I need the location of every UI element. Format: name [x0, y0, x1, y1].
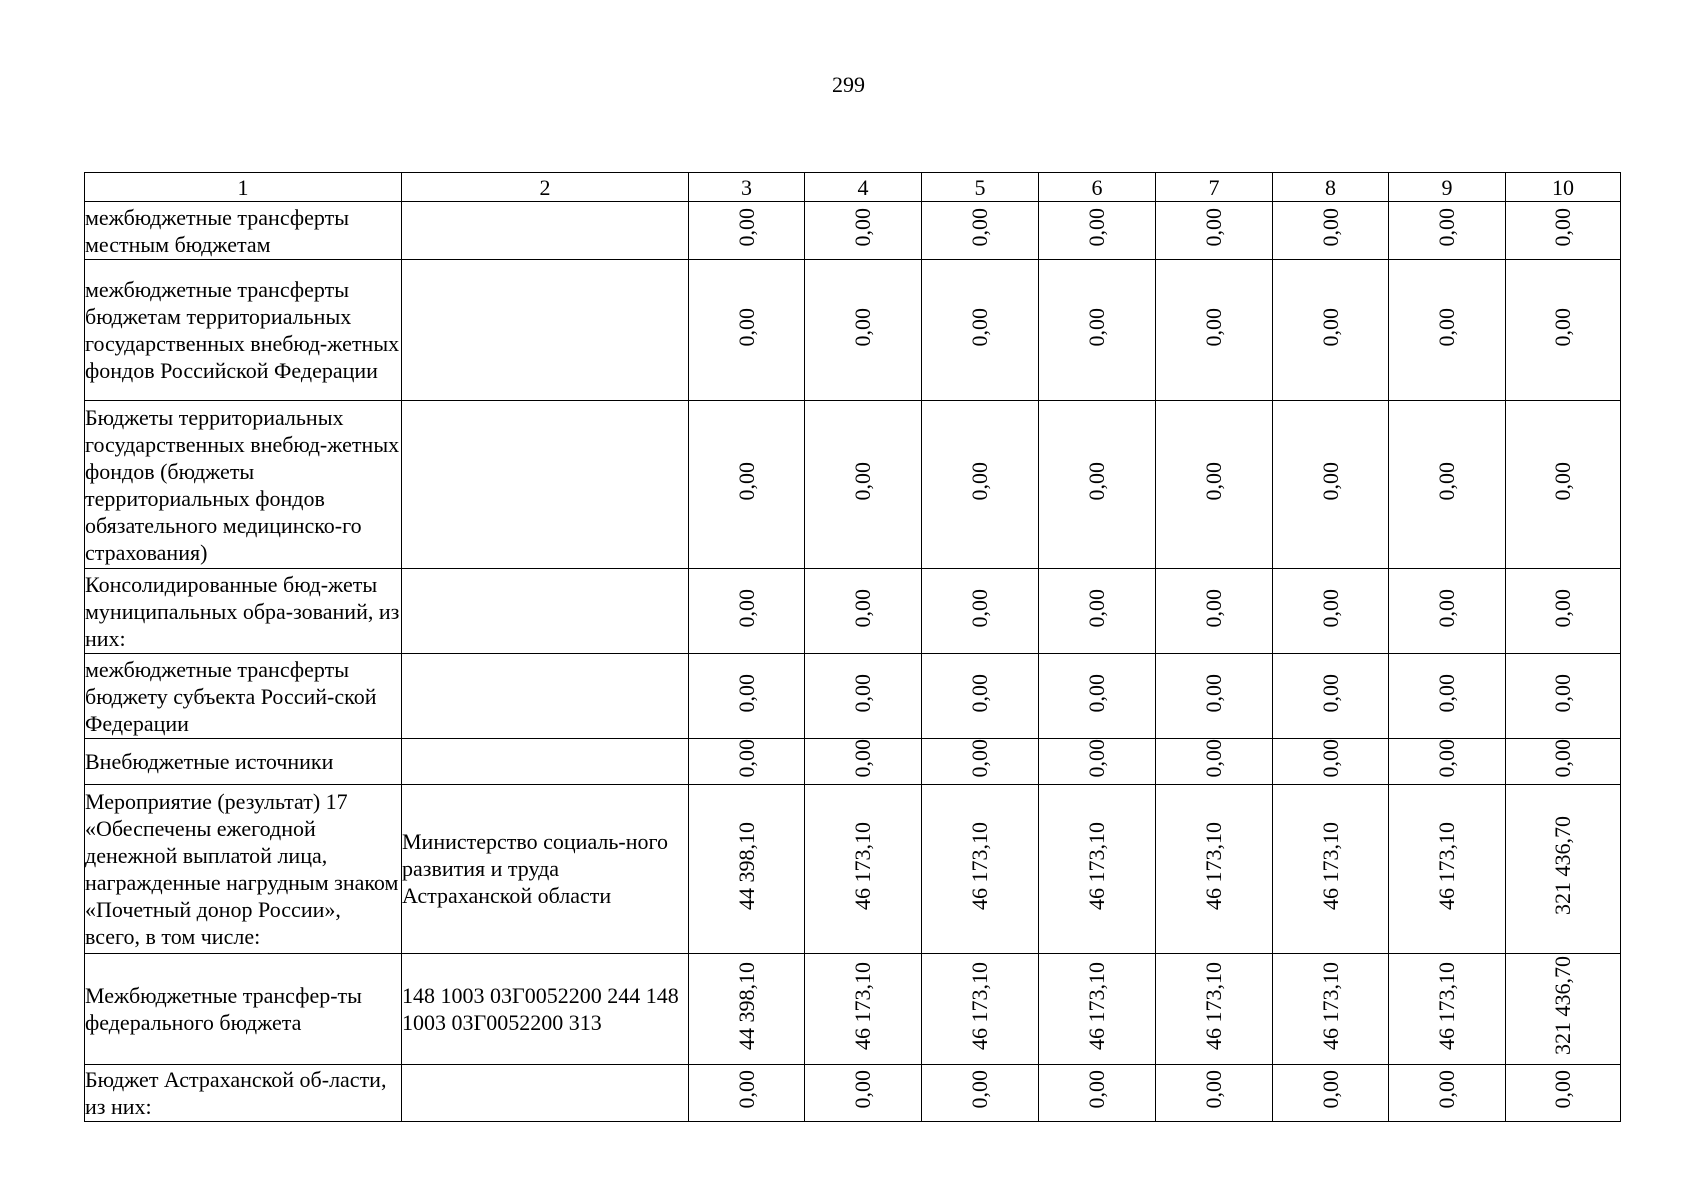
value-cell: 46 173,10 [850, 821, 875, 910]
value-cell: 0,00 [1084, 462, 1109, 501]
value-cell: 0,00 [733, 673, 759, 713]
table-row [85, 739, 1621, 785]
value-cell: 46 173,10 [1201, 961, 1226, 1050]
value-cell: 0,00 [1317, 462, 1343, 501]
value-cell: 46 173,10 [1434, 821, 1459, 910]
table-row [85, 654, 1621, 739]
table-row [85, 569, 1621, 654]
value-cell: 0,00 [1434, 588, 1459, 628]
row-label: Межбюджетные трансфер-ты федерального бюджета [85, 953, 402, 1064]
table-row [85, 1064, 1621, 1121]
value-cell: 0,00 [1201, 1070, 1226, 1109]
value-cell: 0,00 [1084, 1070, 1109, 1109]
value-cell: 0,00 [967, 462, 992, 501]
row-code [402, 569, 689, 654]
row-code [402, 401, 689, 569]
value-cell: 0,00 [850, 208, 875, 247]
value-cell: 0,00 [1550, 739, 1575, 778]
value-cell: 0,00 [967, 673, 992, 713]
value-cell: 0,00 [733, 588, 759, 628]
value-cell: 0,00 [1434, 208, 1459, 247]
value-cell: 0,00 [850, 1070, 875, 1109]
value-cell: 0,00 [967, 1070, 992, 1109]
value-cell: 46 173,10 [967, 821, 992, 910]
value-cell: 46 173,10 [1201, 821, 1226, 910]
column-header: 1 [85, 173, 402, 202]
row-label: Мероприятие (результат) 17 «Обеспечены ежегодной денежной выплатой лица, награжденные нагрудным знаком «Почетный донор России», всего, в том числе: [85, 784, 402, 953]
value-cell: 46 173,10 [1084, 821, 1109, 910]
value-cell: 46 173,10 [850, 961, 875, 1050]
table-row [85, 953, 1621, 1064]
column-header: 4 [805, 173, 922, 202]
column-header: 8 [1273, 173, 1389, 202]
row-code [402, 654, 689, 739]
row-label: Внебюджетные источники [85, 739, 402, 785]
row-code: Министерство социаль-ного развития и труда Астраханской области [402, 784, 689, 953]
column-header: 10 [1506, 173, 1621, 202]
value-cell: 0,00 [1201, 673, 1226, 713]
value-cell: 0,00 [1317, 1070, 1343, 1109]
value-cell: 46 173,10 [1084, 961, 1109, 1050]
row-code [402, 739, 689, 785]
value-cell: 321 436,70 [1550, 816, 1575, 915]
value-cell: 0,00 [733, 208, 759, 247]
value-cell: 0,00 [850, 673, 875, 713]
value-cell: 0,00 [1201, 739, 1226, 778]
value-cell: 0,00 [1550, 1070, 1575, 1109]
value-cell: 0,00 [1084, 673, 1109, 713]
value-cell: 46 173,10 [967, 961, 992, 1050]
value-cell: 44 398,10 [733, 961, 759, 1050]
row-label: Бюджеты территориальных государственных внебюд-жетных фондов (бюджеты территориальных фондов обязательного медицинско-го страхования) [85, 401, 402, 569]
row-label: межбюджетные трансферты бюджетам территориальных государственных внебюд-жетных фондов Российской Федерации [85, 260, 402, 401]
row-label: Консолидированные бюд-жеты муниципальных обра-зований, из них: [85, 569, 402, 654]
value-cell: 0,00 [1550, 673, 1575, 713]
table-row [85, 784, 1621, 953]
value-cell: 0,00 [1317, 739, 1343, 778]
value-cell: 0,00 [1550, 307, 1575, 347]
header-row [85, 173, 1621, 202]
value-cell: 0,00 [733, 739, 759, 778]
value-cell: 0,00 [1317, 673, 1343, 713]
column-header: 2 [402, 173, 689, 202]
table-row [85, 202, 1621, 260]
value-cell: 0,00 [733, 462, 759, 501]
value-cell: 0,00 [1550, 208, 1575, 247]
value-cell: 0,00 [1434, 673, 1459, 713]
table-row [85, 401, 1621, 569]
column-header: 7 [1156, 173, 1273, 202]
value-cell: 0,00 [1084, 588, 1109, 628]
row-label: Бюджет Астраханской об-ласти, из них: [85, 1064, 402, 1121]
value-cell: 0,00 [1434, 739, 1459, 778]
value-cell: 0,00 [850, 588, 875, 628]
value-cell: 0,00 [733, 307, 759, 347]
value-cell: 0,00 [1084, 208, 1109, 247]
value-cell: 0,00 [1434, 462, 1459, 501]
value-cell: 0,00 [733, 1070, 759, 1109]
column-header: 6 [1039, 173, 1156, 202]
value-cell: 0,00 [850, 739, 875, 778]
value-cell: 0,00 [1317, 208, 1343, 247]
value-cell: 0,00 [1201, 588, 1226, 628]
row-label: межбюджетные трансферты местным бюджетам [85, 202, 402, 260]
value-cell: 0,00 [967, 588, 992, 628]
row-code [402, 260, 689, 401]
budget-table [84, 172, 1621, 1122]
value-cell: 0,00 [1317, 307, 1343, 347]
row-code [402, 1064, 689, 1121]
value-cell: 0,00 [1550, 462, 1575, 501]
column-header: 9 [1389, 173, 1506, 202]
table-row [85, 260, 1621, 401]
value-cell: 0,00 [967, 307, 992, 347]
value-cell: 0,00 [1434, 1070, 1459, 1109]
value-cell: 0,00 [1550, 588, 1575, 628]
value-cell: 0,00 [1201, 307, 1226, 347]
row-label: межбюджетные трансферты бюджету субъекта Россий-ской Федерации [85, 654, 402, 739]
value-cell: 321 436,70 [1550, 956, 1575, 1055]
value-cell: 0,00 [850, 462, 875, 501]
value-cell: 0,00 [967, 208, 992, 247]
value-cell: 46 173,10 [1317, 961, 1343, 1050]
value-cell: 0,00 [1084, 307, 1109, 347]
column-header: 3 [689, 173, 805, 202]
value-cell: 0,00 [1317, 588, 1343, 628]
value-cell: 46 173,10 [1317, 821, 1343, 910]
value-cell: 46 173,10 [1434, 961, 1459, 1050]
value-cell: 0,00 [1201, 462, 1226, 501]
value-cell: 0,00 [1201, 208, 1226, 247]
value-cell: 0,00 [850, 307, 875, 347]
row-code [402, 202, 689, 260]
column-header: 5 [922, 173, 1039, 202]
value-cell: 0,00 [1084, 739, 1109, 778]
value-cell: 0,00 [967, 739, 992, 778]
value-cell: 0,00 [1434, 307, 1459, 347]
value-cell: 44 398,10 [733, 821, 759, 910]
page-number: 299 [832, 72, 865, 97]
row-code: 148 1003 03Г0052200 244 148 1003 03Г0052200 313 [402, 953, 689, 1064]
